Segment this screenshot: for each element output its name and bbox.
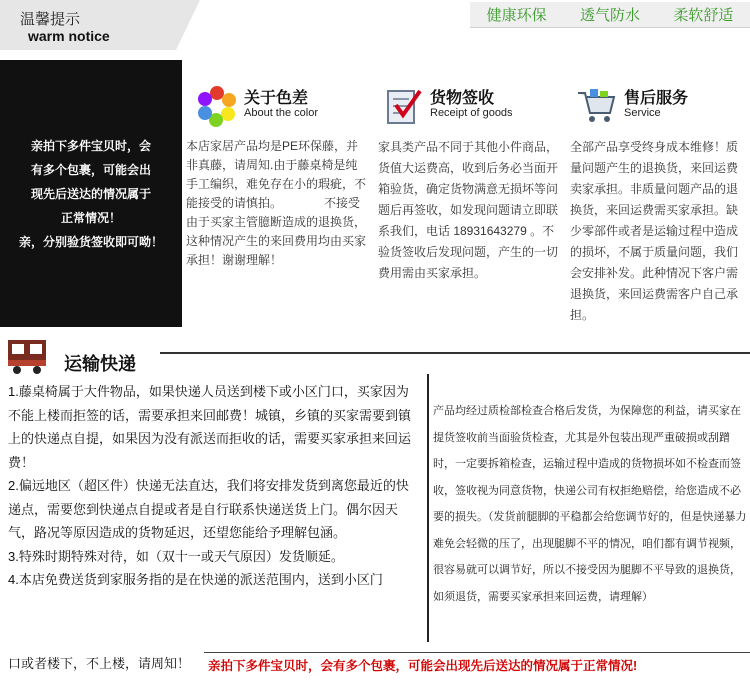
color-title: 关于色差 xyxy=(244,90,309,107)
truck-icon xyxy=(6,336,48,376)
color-subtitle: About the color xyxy=(244,107,318,119)
notice-line: 亲，分别验货签收即可呦！ xyxy=(18,234,163,249)
service-body: 全部产品享受终身成本维修！质量问题产生的退换货，来回运费卖家承担。非质量问题产品的退换货，来回运费需买家承担。缺少零部件或者是运输过程中造成的损坏，不属于质量问题，我们会安排补发。此种情况下客户需退换货，来回运费需客户自己承担。 xyxy=(570,140,739,322)
header-title-en: warm notice xyxy=(28,28,110,44)
tag-eco: 健康环保 xyxy=(486,7,547,24)
service-section xyxy=(570,85,748,326)
receipt-section xyxy=(378,85,560,284)
red-package-notice: 亲拍下多件宝贝时，会有多个包裹，可能会出现先后送达的情况属于正常情况! xyxy=(208,659,638,673)
tag-soft: 柔软舒适 xyxy=(673,7,734,24)
warm-notice-header xyxy=(0,0,750,50)
red-notice-divider xyxy=(204,652,750,653)
notice-line: 正常情况！ xyxy=(60,210,121,225)
color-body: 本店家居产品均是PE环保藤，并非真藤，请周知.由于藤桌椅是纯手工编织，难免存在小的瑕疵，不能接受的请慎拍。 不接受由于买家主管臆断造成的退换货，这种情况产生的来回费用均由买家承担！谢谢理解！ xyxy=(186,139,367,267)
notice-line: 现先后送达的情况属于 xyxy=(30,186,151,201)
shipping-item: 3.特殊时期特殊对待，如（双十一或天气原因）发货顺延。 xyxy=(8,548,344,564)
shipping-item-continued: 口或者楼下，不上楼，请周知！ xyxy=(8,656,191,671)
header-title-cn: 温馨提示 xyxy=(20,11,81,28)
receipt-subtitle: Receipt of goods xyxy=(430,107,513,119)
receipt-body: 家具类产品不同于其他小件商品，货值大运费高，收到后务必当面开箱验货，确定货物满意无损坏等问题后再签收，如发现问题请立即联系我们，电话 18931643279 。不验货签收后发现问题，产生的一切费用需由买家承担。 xyxy=(378,140,559,280)
service-subtitle: Service xyxy=(624,107,661,119)
color-palette-icon xyxy=(196,85,238,127)
shopping-cart-icon xyxy=(576,85,618,127)
notice-line: 亲拍下多件宝贝时，会 xyxy=(30,138,151,153)
checklist-icon xyxy=(382,85,424,127)
shipping-terms xyxy=(8,380,416,592)
shipping-item: 2.偏远地区（超区件）快递无法直达，我们将安排发货到离您最近的快递点，需要您到快递点自提或者是自行联系快递送货上门。偶尔因天气，路况等原因造成的货物延迟，还望您能给予理解包涵。 xyxy=(8,478,409,540)
shipping-title: 运输快递 xyxy=(64,354,136,374)
feature-tags xyxy=(470,2,750,28)
notice-line: 有多个包裹，可能会出 xyxy=(30,162,151,177)
inspection-text: 产品均经过质检部检查合格后发货，为保障您的利益，请买家在提货签收前当面验货检查，尤其是外包装出现严重破损或刮蹭时，一定要拆箱检查，运输过程中造成的货物损坏如不检查而签收，签收视为同意货物，快递公司有权拒绝赔偿，给您造成不必要的损失。（发货前腿脚的平稳都会给您调节好的，但是快递暴力难免会轻微的压了，出现腿脚不平的情况，咱们都有调节视频，很容易就可以调节好，所以不接受因为腿脚不平导致的退换货，如须退货，需要买家承担来回运费，请理解） xyxy=(433,405,747,603)
package-notice-box xyxy=(0,60,182,327)
tag-breathable: 透气防水 xyxy=(579,7,640,24)
receipt-title: 货物签收 xyxy=(430,90,495,107)
color-difference-section xyxy=(186,85,368,270)
service-title: 售后服务 xyxy=(624,90,689,107)
inspection-notice xyxy=(427,374,747,642)
shipping-divider xyxy=(160,352,750,354)
shipping-item: 4.本店免费送货到家服务指的是在快递的派送范围内，送到小区门 xyxy=(8,572,383,587)
shipping-item: 1.藤桌椅属于大件物品，如果快递人员送到楼下或小区门口，买家因为不能上楼而拒签的话，需要承担来回邮费！城镇，乡镇的买家需要到镇上的快递点自提，如果因为没有派送而拒收的话，需要买家承担来回运费！ xyxy=(8,384,412,470)
